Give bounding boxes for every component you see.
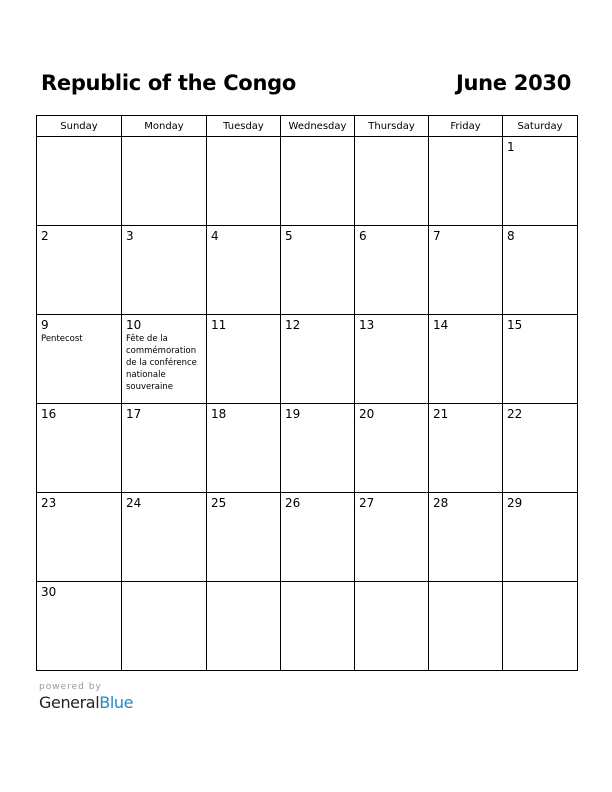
day-number: 27 <box>359 496 375 510</box>
day-cell <box>429 226 503 315</box>
week-row <box>37 315 578 404</box>
weekday-header: Friday <box>429 116 503 137</box>
day-cell <box>37 226 122 315</box>
empty-day-cell <box>281 137 355 226</box>
empty-day-cell <box>37 137 122 226</box>
weekday-header: Thursday <box>355 116 429 137</box>
day-cell <box>122 226 207 315</box>
day-cell <box>503 315 578 404</box>
holiday-label: Fête de la commémoration de la conférence nationale souveraine <box>126 334 197 392</box>
empty-day-cell <box>429 582 503 671</box>
empty-day-cell <box>429 137 503 226</box>
empty-day-cell <box>281 582 355 671</box>
week-row <box>37 493 578 582</box>
day-number: 6 <box>359 229 367 243</box>
day-number <box>122 137 206 140</box>
calendar-country-title: Republic of the Congo <box>41 71 296 95</box>
day-number: 8 <box>507 229 515 243</box>
day-cell <box>355 404 429 493</box>
day-cell <box>37 315 122 404</box>
day-cell <box>281 493 355 582</box>
empty-day-cell <box>503 582 578 671</box>
weekday-header: Tuesday <box>207 116 281 137</box>
day-number <box>429 582 502 585</box>
brand-general-text: General <box>39 693 100 712</box>
day-number: 30 <box>41 585 57 599</box>
day-number: 1 <box>507 140 515 154</box>
empty-day-cell <box>122 137 207 226</box>
day-number: 13 <box>359 318 375 332</box>
brand-logo <box>39 693 133 712</box>
day-number: 28 <box>433 496 449 510</box>
week-row <box>37 582 578 671</box>
day-cell <box>503 404 578 493</box>
week-row <box>37 226 578 315</box>
day-number: 21 <box>433 407 449 421</box>
week-row <box>37 404 578 493</box>
day-number <box>207 137 280 140</box>
day-cell <box>503 493 578 582</box>
weekday-header: Saturday <box>503 116 578 137</box>
day-cell <box>281 315 355 404</box>
day-number: 22 <box>507 407 523 421</box>
day-cell <box>503 226 578 315</box>
day-cell <box>37 404 122 493</box>
day-cell <box>122 404 207 493</box>
day-number: 11 <box>211 318 227 332</box>
brand-blue-text: Blue <box>99 693 134 712</box>
calendar-month-title: June 2030 <box>455 71 571 95</box>
calendar-grid <box>36 115 578 671</box>
day-cell <box>355 226 429 315</box>
day-number: 29 <box>507 496 523 510</box>
day-number: 10 <box>126 318 142 332</box>
day-number: 4 <box>211 229 219 243</box>
day-cell <box>122 315 207 404</box>
day-number: 2 <box>41 229 49 243</box>
day-cell <box>429 493 503 582</box>
day-number <box>503 582 577 585</box>
empty-day-cell <box>207 137 281 226</box>
holiday-label: Pentecost <box>41 334 83 344</box>
day-cell <box>503 137 578 226</box>
day-cell <box>355 493 429 582</box>
day-number: 12 <box>285 318 301 332</box>
day-number <box>281 582 354 585</box>
day-number: 9 <box>41 318 49 332</box>
weekday-header: Wednesday <box>281 116 355 137</box>
weekday-header-row <box>37 116 578 137</box>
day-number: 25 <box>211 496 227 510</box>
day-cell <box>207 226 281 315</box>
day-number: 17 <box>126 407 142 421</box>
empty-day-cell <box>355 582 429 671</box>
day-number: 23 <box>41 496 57 510</box>
day-cell <box>37 582 122 671</box>
brand-footer <box>39 682 133 712</box>
week-row <box>37 137 578 226</box>
powered-by-text: powered by <box>39 682 102 692</box>
day-cell <box>355 315 429 404</box>
day-number <box>429 137 502 140</box>
day-cell <box>207 404 281 493</box>
day-number: 14 <box>433 318 449 332</box>
day-number <box>207 582 280 585</box>
day-number <box>281 137 354 140</box>
day-number <box>37 137 121 140</box>
day-number: 5 <box>285 229 293 243</box>
empty-day-cell <box>122 582 207 671</box>
day-number: 20 <box>359 407 375 421</box>
weekday-header: Monday <box>122 116 207 137</box>
day-cell <box>281 226 355 315</box>
day-cell <box>122 493 207 582</box>
empty-day-cell <box>355 137 429 226</box>
day-cell <box>207 493 281 582</box>
empty-day-cell <box>207 582 281 671</box>
weekday-header: Sunday <box>37 116 122 137</box>
day-number <box>122 582 206 585</box>
day-number: 15 <box>507 318 523 332</box>
day-cell <box>37 493 122 582</box>
day-number: 16 <box>41 407 57 421</box>
day-number: 26 <box>285 496 301 510</box>
day-number: 3 <box>126 229 134 243</box>
day-number: 19 <box>285 407 301 421</box>
day-number: 24 <box>126 496 142 510</box>
day-cell <box>207 315 281 404</box>
day-number <box>355 137 428 140</box>
day-cell <box>429 315 503 404</box>
day-number <box>355 582 428 585</box>
day-number: 18 <box>211 407 227 421</box>
day-cell <box>281 404 355 493</box>
day-cell <box>429 404 503 493</box>
day-number: 7 <box>433 229 441 243</box>
